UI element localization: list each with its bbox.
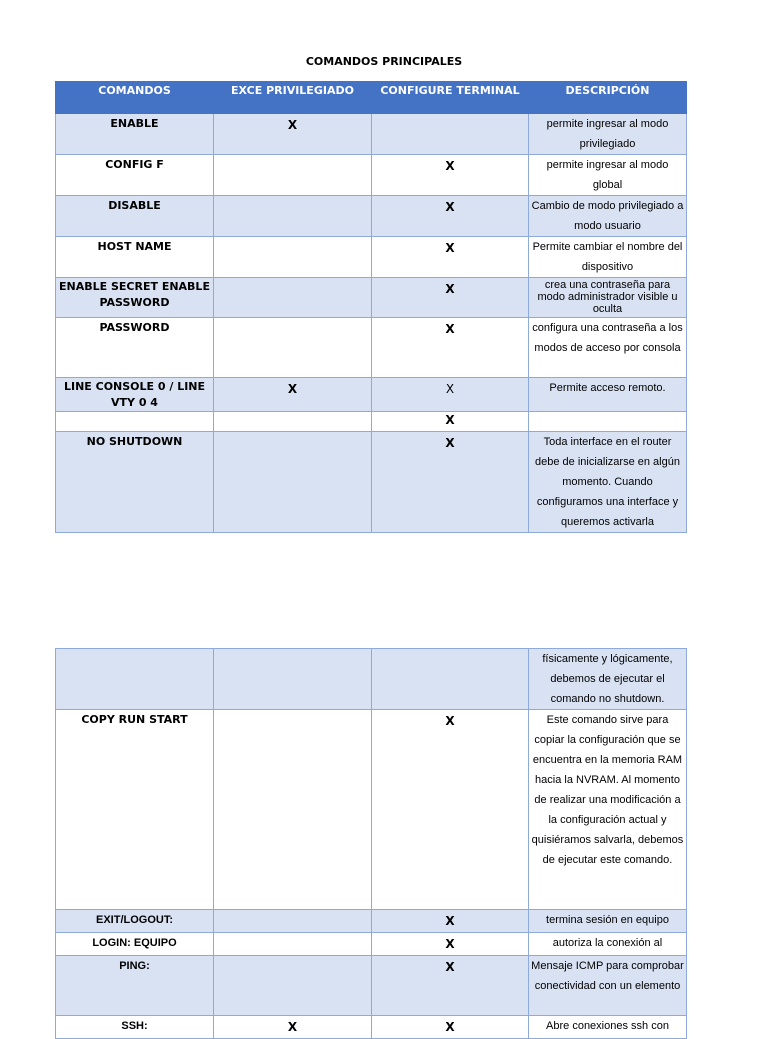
exec-mark	[214, 318, 372, 378]
header-exec-privileged: EXCE PRIVILEGIADO	[214, 82, 372, 114]
configure-mark: X	[372, 412, 529, 432]
configure-mark: X	[372, 1016, 529, 1039]
exec-mark	[214, 412, 372, 432]
exec-mark	[214, 278, 372, 318]
description-cell: Abre conexiones ssh con	[529, 1016, 687, 1039]
description-cell: termina sesión en equipo	[529, 910, 687, 933]
table-row	[56, 956, 687, 1016]
command-cell: HOST NAME	[56, 237, 214, 278]
command-cell	[56, 649, 214, 710]
description-cell: Permite acceso remoto.	[529, 378, 687, 412]
table-row	[56, 196, 687, 237]
description-cell: Cambio de modo privilegiado a modo usuario	[529, 196, 687, 237]
table-row	[56, 710, 687, 910]
description-cell: Este comando sirve para copiar la configuración que se encuentra en la memoria RAM hacia la NVRAM. Al momento de realizar una modificación a la configuración actual y quisiéramos salvarla, debemos de ejecutar este comando.	[529, 710, 687, 910]
table-row	[56, 318, 687, 378]
command-cell: DISABLE	[56, 196, 214, 237]
configure-mark: X	[372, 432, 529, 533]
exec-mark: X	[214, 378, 372, 412]
exec-mark	[214, 956, 372, 1016]
table-row	[56, 114, 687, 155]
header-commands: COMANDOS	[56, 82, 214, 114]
table-row	[56, 412, 687, 432]
configure-mark: X	[372, 278, 529, 318]
description-cell: Toda interface en el router debe de inicializarse en algún momento. Cuando configuramos una interface y queremos activarla	[529, 432, 687, 533]
command-cell: PASSWORD	[56, 318, 214, 378]
exec-mark: X	[214, 1016, 372, 1039]
exec-mark: X	[214, 114, 372, 155]
table-row	[56, 910, 687, 933]
header-description: DESCRIPCIÓN	[529, 82, 687, 114]
exec-mark	[214, 432, 372, 533]
description-cell: autoriza la conexión al	[529, 933, 687, 956]
exec-mark	[214, 196, 372, 237]
configure-mark: X	[372, 933, 529, 956]
command-cell	[56, 412, 214, 432]
configure-mark: X	[372, 378, 529, 412]
exec-mark	[214, 155, 372, 196]
exec-mark	[214, 237, 372, 278]
configure-mark	[372, 649, 529, 710]
exec-mark	[214, 710, 372, 910]
command-cell: ENABLE	[56, 114, 214, 155]
exec-mark	[214, 910, 372, 933]
command-cell: EXIT/LOGOUT:	[56, 910, 214, 933]
command-cell: PING:	[56, 956, 214, 1016]
table-row	[56, 278, 687, 318]
table-header-row	[56, 82, 687, 114]
table-row	[56, 933, 687, 956]
command-cell: COPY RUN START	[56, 710, 214, 910]
table-row	[56, 432, 687, 533]
description-cell: permite ingresar al modo global	[529, 155, 687, 196]
table-row	[56, 378, 687, 412]
configure-mark: X	[372, 196, 529, 237]
description-cell: Mensaje ICMP para comprobar conectividad con un elemento	[529, 956, 687, 1016]
description-cell: Permite cambiar el nombre del dispositivo	[529, 237, 687, 278]
commands-table	[55, 81, 687, 533]
description-cell: configura una contraseña a los modos de acceso por consola	[529, 318, 687, 378]
commands-table-continued	[55, 648, 687, 1039]
table-row	[56, 1016, 687, 1039]
configure-mark: X	[372, 237, 529, 278]
configure-mark	[372, 114, 529, 155]
table-row	[56, 237, 687, 278]
command-cell: SSH:	[56, 1016, 214, 1039]
command-cell: ENABLE SECRET ENABLE PASSWORD	[56, 278, 214, 318]
table-row	[56, 649, 687, 710]
description-cell: permite ingresar al modo privilegiado	[529, 114, 687, 155]
configure-mark: X	[372, 318, 529, 378]
command-cell: LINE CONSOLE 0 / LINE VTY 0 4	[56, 378, 214, 412]
command-cell: LOGIN: EQUIPO	[56, 933, 214, 956]
command-cell: CONFIG F	[56, 155, 214, 196]
configure-mark: X	[372, 155, 529, 196]
configure-mark: X	[372, 910, 529, 933]
description-cell: crea una contraseña para modo administrador visible u oculta	[529, 278, 687, 318]
command-cell: NO SHUTDOWN	[56, 432, 214, 533]
header-configure-terminal: CONFIGURE TERMINAL	[372, 82, 529, 114]
document-title: COMANDOS PRINCIPALES	[305, 55, 463, 68]
description-cell	[529, 412, 687, 432]
configure-mark: X	[372, 710, 529, 910]
description-cell: físicamente y lógicamente, debemos de ejecutar el comando no shutdown.	[529, 649, 687, 710]
table-row	[56, 155, 687, 196]
exec-mark	[214, 933, 372, 956]
exec-mark	[214, 649, 372, 710]
configure-mark: X	[372, 956, 529, 1016]
